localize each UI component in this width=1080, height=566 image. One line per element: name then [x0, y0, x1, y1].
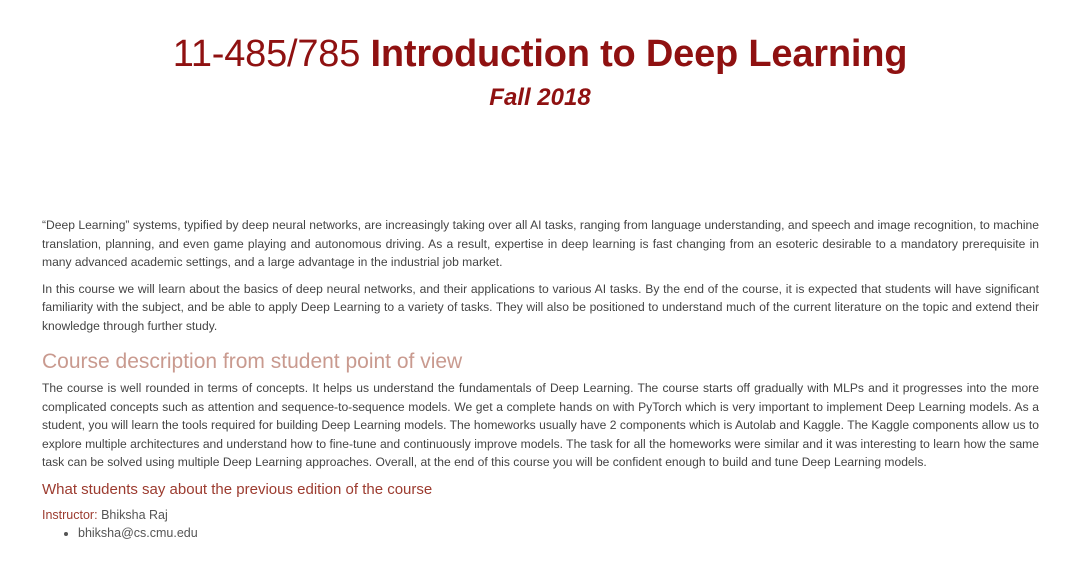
main-content: [42, 216, 1039, 542]
instructor-line: [42, 506, 1039, 524]
instructor-label: Instructor:: [42, 507, 98, 522]
instructor-email[interactable]: • bhiksha@cs.cmu.edu: [78, 524, 1039, 542]
contact-list: [42, 524, 1039, 542]
student-view-paragraph: The course is well rounded in terms of concepts. It helps us understand the fundamentals of Deep Learning. The course starts off gradually with MLPs and it progresses into the more complicated concepts such as attention and sequence-to-sequence models. We get a complete hands on with PyTorch which is very important to implement Deep Learning models. As a student, you will learn the tools required for building Deep Learning models. The homeworks usually have 2 components which is Autolab and Kaggle. The Kaggle components allow us to explore multiple architectures and understand how to fine-tune and continuously improve models. The task for all the homeworks were similar and it was interesting to learn how the same task can be solved using multiple Deep Learning approaches. Overall, at the end of this course you will be confident enough to build and tune Deep Learning models.: [42, 381, 1039, 469]
student-says-link[interactable]: What students say about the previous edition of the course: [42, 480, 433, 498]
page-title: [0, 30, 1080, 78]
intro-paragraph-2: In this course we will learn about the basics of deep neural networks, and their applications to various AI tasks. By the end of the course, it is expected that students will have significant familiarity with the subject, and be able to apply Deep Learning to a variety of tasks. They will also be positioned to understand much of the current literature on the topic and extend their knowledge through further study.: [42, 281, 1039, 333]
page-header: [0, 0, 1080, 186]
course-name: Introduction to Deep Learning: [370, 33, 908, 75]
course-term: Fall 2018: [489, 84, 591, 111]
instructor-name: Bhiksha Raj: [101, 507, 168, 522]
course-code: 11-485/785: [172, 33, 361, 75]
intro-paragraph-1: “Deep Learning” systems, typified by deep neural networks, are increasingly taking over all AI tasks, ranging from language understanding, and speech and image recognition, to machine translation, planning, and even game playing and autonomous driving. As a result, expertise in deep learning is fast changing from an esoteric desirable to a mandatory prerequisite in many advanced academic settings, and a large advantage in the industrial job market.: [42, 218, 1039, 269]
student-view-heading: Course description from student point of view: [42, 350, 463, 373]
